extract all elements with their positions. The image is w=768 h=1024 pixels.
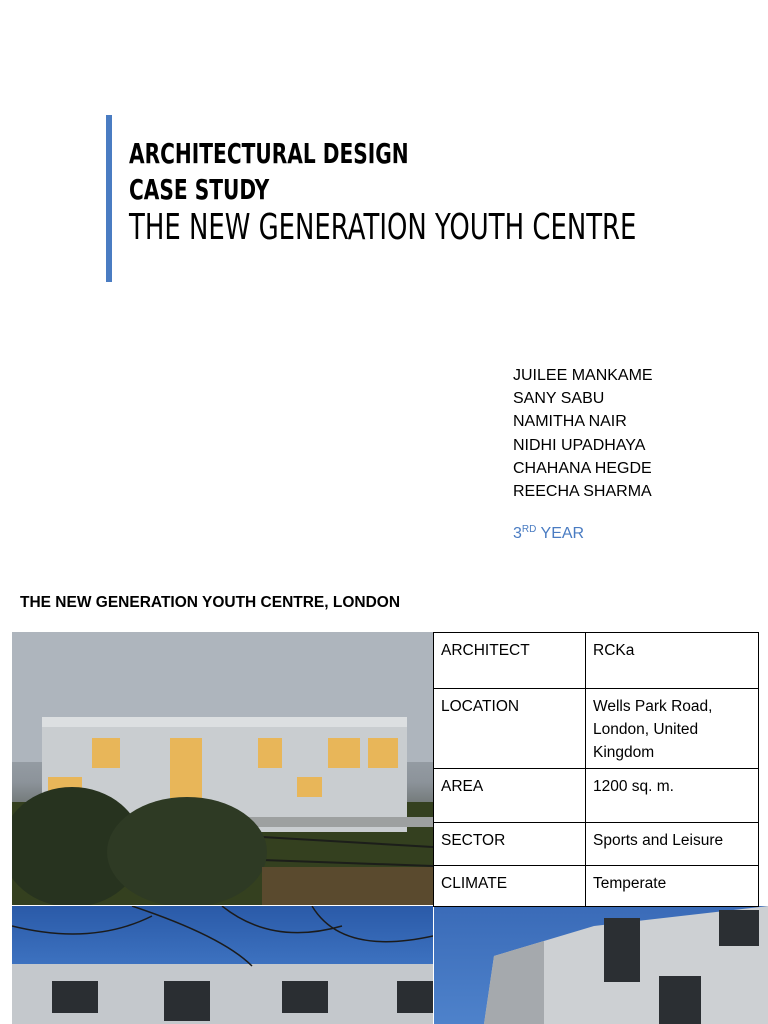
- year-word: YEAR: [540, 525, 585, 542]
- info-key: CLIMATE: [434, 866, 586, 907]
- info-value: RCKa: [586, 633, 759, 689]
- title-line-1: ARCHITECTURAL DESIGN: [129, 137, 409, 170]
- year-suffix: RD: [521, 524, 537, 535]
- author-name: REECHA SHARMA: [513, 483, 652, 501]
- year-label: [513, 524, 584, 543]
- table-row: [434, 633, 759, 689]
- info-value: Sports and Leisure: [586, 823, 759, 866]
- title-line-2: CASE STUDY: [129, 173, 270, 206]
- info-key: AREA: [434, 769, 586, 823]
- title-block: [129, 138, 768, 246]
- author-name: SANY SABU: [513, 390, 605, 408]
- project-info-table: [433, 632, 759, 907]
- info-value: Temperate: [586, 866, 759, 907]
- info-value: Wells Park Road, London, United Kingdom: [586, 689, 759, 769]
- table-row: [434, 769, 759, 823]
- author-name: CHAHANA HEGDE: [513, 459, 652, 477]
- section-title: THE NEW GENERATION YOUTH CENTRE, LONDON: [20, 594, 401, 611]
- author-name: JUILEE MANKAME: [513, 367, 653, 384]
- info-value: 1200 sq. m.: [586, 769, 759, 823]
- author-list: [513, 364, 653, 503]
- author-name: NIDHI UPADHAYA: [513, 436, 646, 454]
- building-photo-bottom-right: [434, 906, 768, 1024]
- year-number: 3: [513, 525, 522, 542]
- building-photo-main: [12, 632, 433, 905]
- info-key: LOCATION: [434, 689, 586, 769]
- building-photo-bottom-left: [12, 906, 433, 1024]
- main-title: THE NEW GENERATION YOUTH CENTRE: [129, 207, 637, 248]
- author-name: NAMITHA NAIR: [513, 413, 627, 431]
- table-row: [434, 689, 759, 769]
- info-key: ARCHITECT: [434, 633, 586, 689]
- table-row: [434, 866, 759, 907]
- info-key: SECTOR: [434, 823, 586, 866]
- title-accent-bar: [106, 115, 112, 282]
- table-row: [434, 823, 759, 866]
